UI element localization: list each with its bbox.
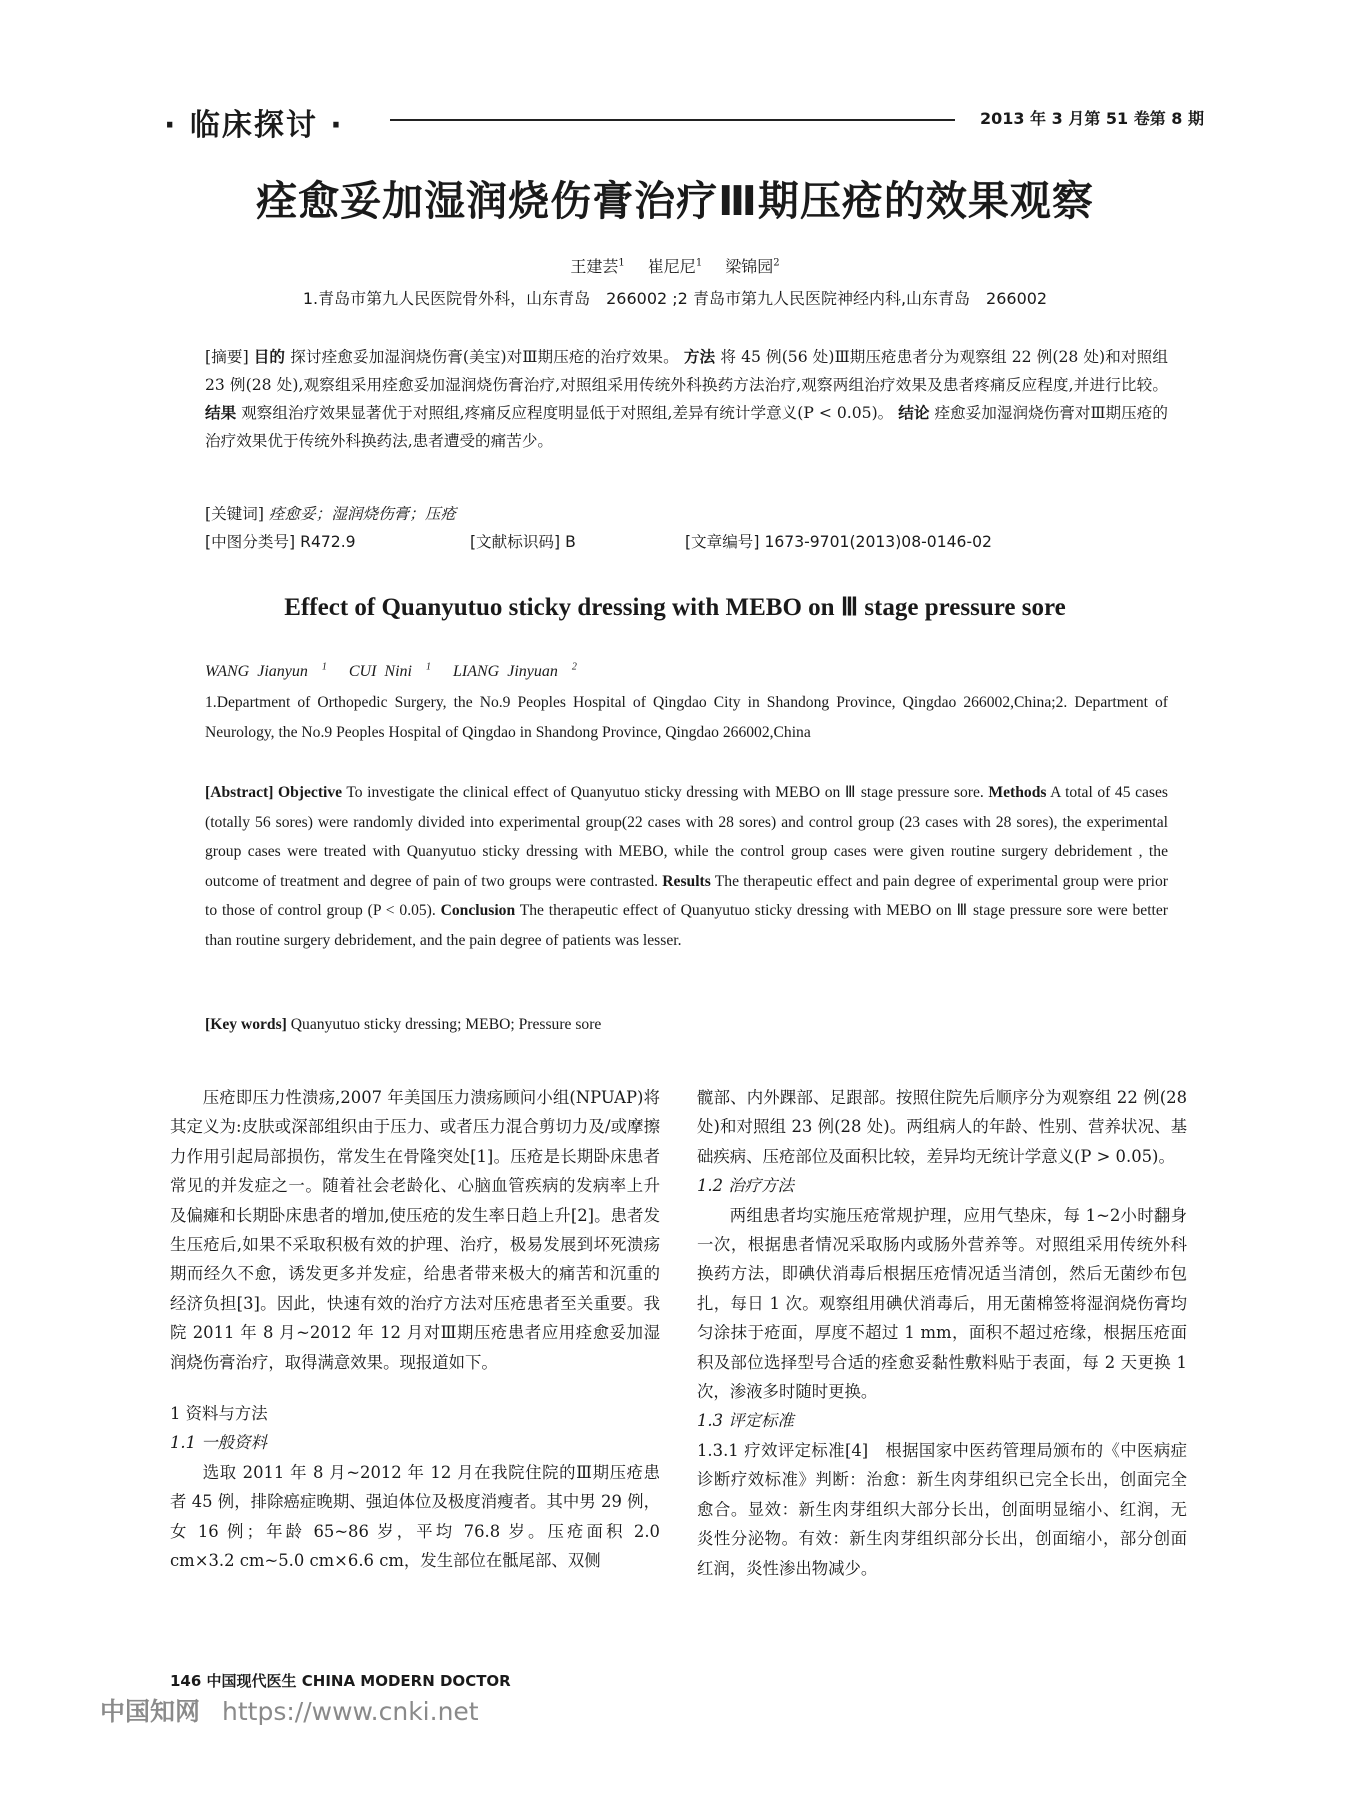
body-paragraph: 两组患者均实施压疮常规护理，应用气垫床，每 1~2小时翻身一次，根据患者情况采取肠内或肠外营养等。对照组采用传统外科换药方法，即碘伏消毒后根据压疮情况适当清创，然后无菌纱布包扎，每日 1 次。观察组用碘伏消毒后，用无菌棉签将湿润烧伤膏均匀涂抹于疮面，厚度不超过 1 mm，面积不超过疮缘，根据压疮面积及部位选择型号合适的痊愈妥黏性敷料贴于表面，每 2 天更换 1 次，渗液多时随时更换。 xyxy=(697,1205,1187,1402)
title-cn: 痊愈妥加湿润烧伤膏治疗Ⅲ期压疮的效果观察 xyxy=(256,177,1094,225)
issue-info: 2013 年 3 月第 51 卷第 8 期 xyxy=(979,109,1204,128)
author-en: CUI Nini $^1$ xyxy=(348,662,431,681)
section-heading: 1 资料与方法 xyxy=(170,1404,268,1424)
author-en: LIANG Jinyuan $^2$ xyxy=(452,662,577,681)
author-cn: 王建芸$^1$ xyxy=(570,257,625,276)
cnki-logo-text: 中国知网 xyxy=(100,1697,201,1726)
section-tag: · 临床探讨 · xyxy=(164,108,344,143)
body-paragraph: 压疮即压力性溃疡,2007 年美国压力溃疡顾问小组(NPUAP)将其定义为:皮肤或深部组织由于压力、或者压力混合剪切力及/或摩擦力作用引起局部损伤，常发生在骨隆突处[1]。压疮是长期卧床患者常见的并发症之一。随着社会老龄化、心脑血管疾病的发病率上升及偏瘫和长期卧床患者的增加,使压疮的发生率日趋上升[2]。患者发生压疮后,如果不采取积极有效的护理、治疗，极易发展到坏死溃疡期而经久不愈，诱发更多并发症，给患者带来极大的痛苦和沉重的经济负担[3]。因此，快速有效的治疗方法对压疮患者至关重要。我院 2011 年 8 月~2012 年 12 月对Ⅲ期压疮患者应用痊愈妥加湿润烧伤膏治疗，取得满意效果。现报道如下。 xyxy=(170,1088,660,1372)
body-paragraph: 选取 2011 年 8 月~2012 年 12 月在我院住院的Ⅲ期压疮患者 45 例，排除癌症晚期、强迫体位及极度消瘦者。其中男 29 例，女 16 例；年龄 65~86 岁，平均 76.8 岁。压疮面积 2.0 cm×3.2 cm~5.0 cm×6.6 cm，发生部位在骶尾部、双侧 xyxy=(170,1462,660,1571)
author-cn: 崔尼尼$^1$ xyxy=(647,257,703,276)
affiliation-cn: 1.青岛市第九人民医院骨外科，山东青岛 266002 ;2 青岛市第九人民医院神经内科,山东青岛 266002 xyxy=(302,289,1048,308)
authors-en xyxy=(205,662,591,681)
cnki-watermark xyxy=(100,1692,479,1728)
body-paragraph: 髋部、内外踝部、足跟部。按照住院先后顺序分为观察组 22 例(28 处)和对照组 23 例(28 处)。两组病人的年龄、性别、营养状况、基础疾病、压疮部位及面积比较，差异均无统计学意义(P > 0.05)。 xyxy=(697,1088,1187,1166)
keywords-en: [Key words] Quanyutuo sticky dressing; MEBO; Pressure sore xyxy=(205,1016,602,1033)
abstract-cn-label: [摘要] xyxy=(205,348,249,366)
body-right-column xyxy=(697,1083,1187,1583)
body-paragraph: 1.3.1 疗效评定标准[4] 根据国家中医药管理局颁布的《中医病症诊断疗效标准》判断：治愈：新生肉芽组织已完全长出，创面完全愈合。显效：新生肉芽组织大部分长出，创面明显缩小、红润，无炎性分泌物。有效：新生肉芽组织部分长出，创面缩小，部分创面红润，炎性渗出物减少。 xyxy=(697,1440,1187,1578)
subsection-heading: 1.1 一般资料 xyxy=(170,1433,267,1453)
subsection-heading: 1.2 治疗方法 xyxy=(697,1176,794,1196)
affiliation-en: 1.Department of Orthopedic Surgery, the No.9 Peoples Hospital of Qingdao City in Shandong Province, Qingdao 266002,China;2. Department of Neurology, the No.9 Peoples Hospital of Qingdao in Shandong Province, Qingdao 266002,China xyxy=(205,694,1168,741)
title-en: Effect of Quanyutuo sticky dressing with MEBO on Ⅲ stage pressure sore xyxy=(284,594,1066,621)
keywords-cn: [关键词] 痊愈妥；湿润烧伤膏；压疮 xyxy=(205,505,457,523)
abstract-cn: [摘要] 目的 探讨痊愈妥加湿润烧伤膏(美宝)对Ⅲ期压疮的治疗效果。 方法 将 45 例(56 处)Ⅲ期压疮患者分为观察组 22 例(28 处)和对照组 23 例(28 处),观察组采用痊愈妥加湿润烧伤膏治疗,对照组采用传统外科换药方法治疗,观察两组治疗效果及患者疼痛反应程度,并进行比较。 结果 观察组治疗效果显著优于对照组,疼痛反应程度明显低于对照组,差异有统计学意义(P < 0.05)。 结论 痊愈妥加湿润烧伤膏对Ⅲ期压疮的治疗效果优于传统外科换药法,患者遭受的痛苦少。 xyxy=(205,347,1168,450)
authors-cn xyxy=(0,254,1350,277)
subsection-heading: 1.3 评定标准 xyxy=(697,1411,794,1431)
abstract-en: [Abstract] Objective To investigate the clinical effect of Quanyutuo sticky dressing with MEBO on Ⅲ stage pressure sore. Methods A total of 45 cases (totally 56 sores) were randomly divided into experimental group(22 cases with 28 sores) and control group (23 cases with 28 sores), the experimental group cases were treated with Quanyutuo sticky dressing with MEBO, while the control group cases were given routine surgery debridement , the outcome of treatment and degree of pain of two groups were contrasted. Results The therapeutic effect and pain degree of experimental group were prior to those of control group (P < 0.05). Conclusion The therapeutic effect of Quanyutuo sticky dressing with MEBO on Ⅲ stage pressure sore were better than routine surgery debridement, and the pain degree of patients was lesser. xyxy=(205,784,1168,949)
classification-row: [中图分类号] R472.9 [文献标识码] B [文章编号] 1673-9701(2013)08-0146-02 xyxy=(205,533,992,551)
body-left-column xyxy=(170,1083,660,1576)
cnki-url: https://www.cnki.net xyxy=(222,1697,479,1726)
author-cn: 梁锦园$^2$ xyxy=(725,257,780,276)
page-footer: 146 中国现代医生 CHINA MODERN DOCTOR xyxy=(170,1672,511,1690)
author-en: WANG Jianyun $^1$ xyxy=(205,662,327,681)
header-rule xyxy=(390,119,955,121)
